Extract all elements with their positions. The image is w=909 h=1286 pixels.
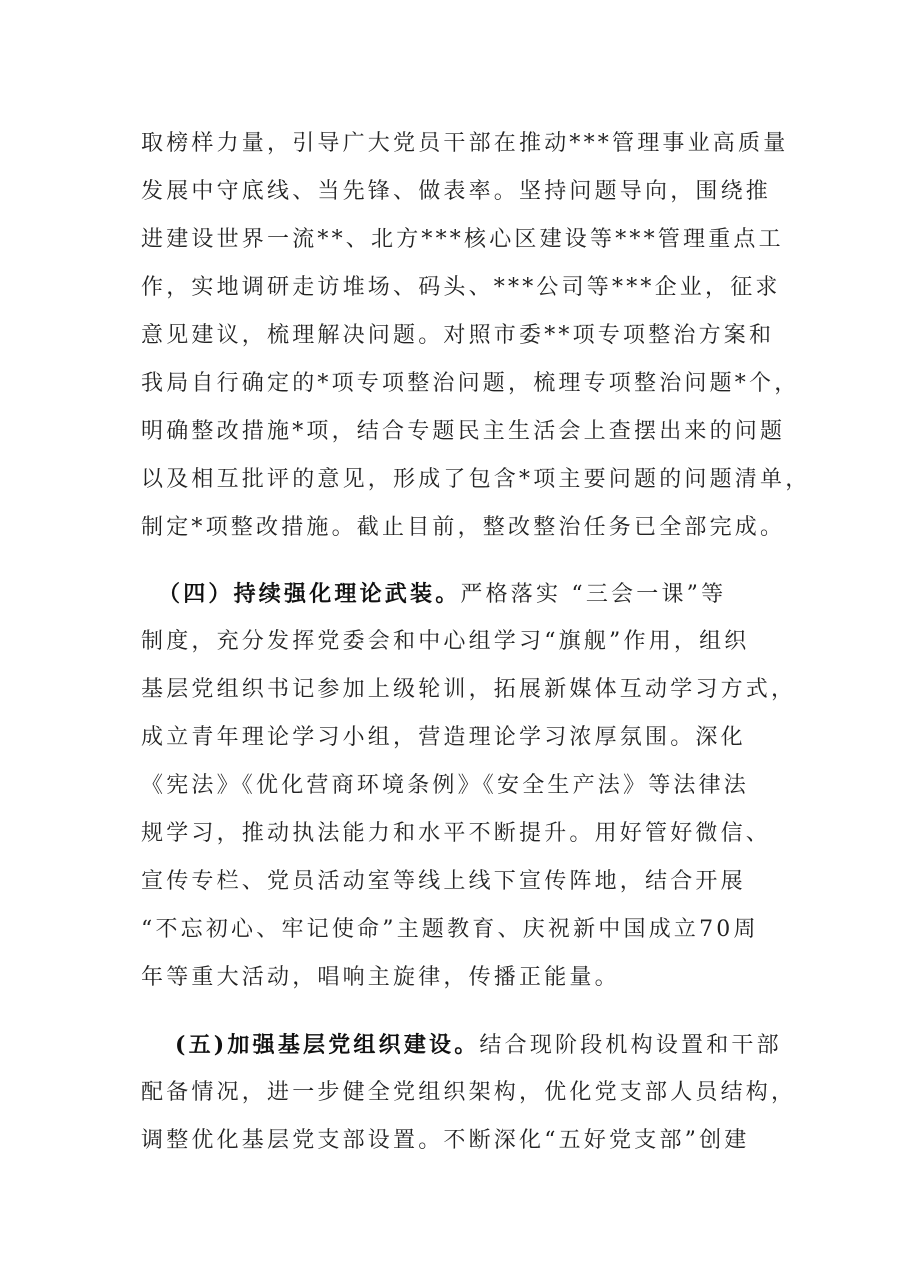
paragraph-1-line-9: 制定*项整改措施。截止目前，整改整治任务已全部完成。 (141, 515, 786, 540)
paragraph-2-line-1 (158, 579, 726, 610)
paragraph-1-line-7: 明确整改措施*项，结合专题民主生活会上查摆出来的问题 (141, 419, 786, 444)
paragraph-2-line-6: 规学习，推动执法能力和水平不断提升。用好管好微信、 (141, 821, 772, 846)
paragraph-2-line-2: 制度，充分发挥党委会和中心组学习“旗舰”作用，组织 (141, 629, 750, 654)
section-four-heading: （四）持续强化理论武装。 (158, 581, 461, 607)
paragraph-2-line-7: 宣传专栏、党员活动室等线上线下宣传阵地，结合开展 (141, 869, 746, 894)
paragraph-2-line-5: 《宪法》《优化营商环境条例》《安全生产法》等法律法 (141, 773, 750, 798)
paragraph-2-line-3: 基层党组织书记参加上级轮训，拓展新媒体互动学习方式， (141, 677, 797, 702)
paragraph-1-line-8: 以及相互批评的意见，形成了包含*项主要问题的问题清单， (141, 467, 811, 492)
paragraph-2-line-4: 成立青年理论学习小组，营造理论学习浓厚氛围。深化 (141, 725, 746, 750)
paragraph-1-line-6: 我局自行确定的*项专项整治问题，梳理专项整治问题*个， (141, 371, 800, 396)
paragraph-3-line-2: 配备情况，进一步健全党组织架构，优化党支部人员结构， (141, 1080, 797, 1105)
paragraph-1-line-3: 进建设世界一流**、北方***核心区建设等***管理重点工 (141, 227, 784, 252)
paragraph-3-first-text: 结合现阶段机构设置和干部 (479, 1033, 782, 1058)
paragraph-1-line-5: 意见建议，梳理解决问题。对照市委**项专项整治方案和 (141, 323, 775, 348)
section-five-heading: (五)加强基层党组织建设。 (175, 1032, 480, 1058)
paragraph-2-line-8: “不忘初心、牢记使命”主题教育、庆祝新中国成立70周 (141, 917, 759, 942)
paragraph-1-line-4: 作，实地调研走访堆场、码头、***公司等***企业，征求 (141, 275, 781, 300)
paragraph-3-line-1 (175, 1030, 782, 1061)
paragraph-3-line-3: 调整优化基层党支部设置。不断深化“五好党支部”创建 (141, 1128, 750, 1153)
paragraph-2-line-9: 年等重大活动，唱响主旋律，传播正能量。 (141, 965, 620, 990)
paragraph-2-first-text: 严格落实 “三会一课”等 (460, 582, 727, 607)
paragraph-1-line-2: 发展中守底线、当先锋、做表率。坚持问题导向，围绕推 (141, 179, 772, 204)
paragraph-1-line-1: 取榜样力量，引导广大党员干部在推动***管理事业高质量 (141, 131, 789, 156)
